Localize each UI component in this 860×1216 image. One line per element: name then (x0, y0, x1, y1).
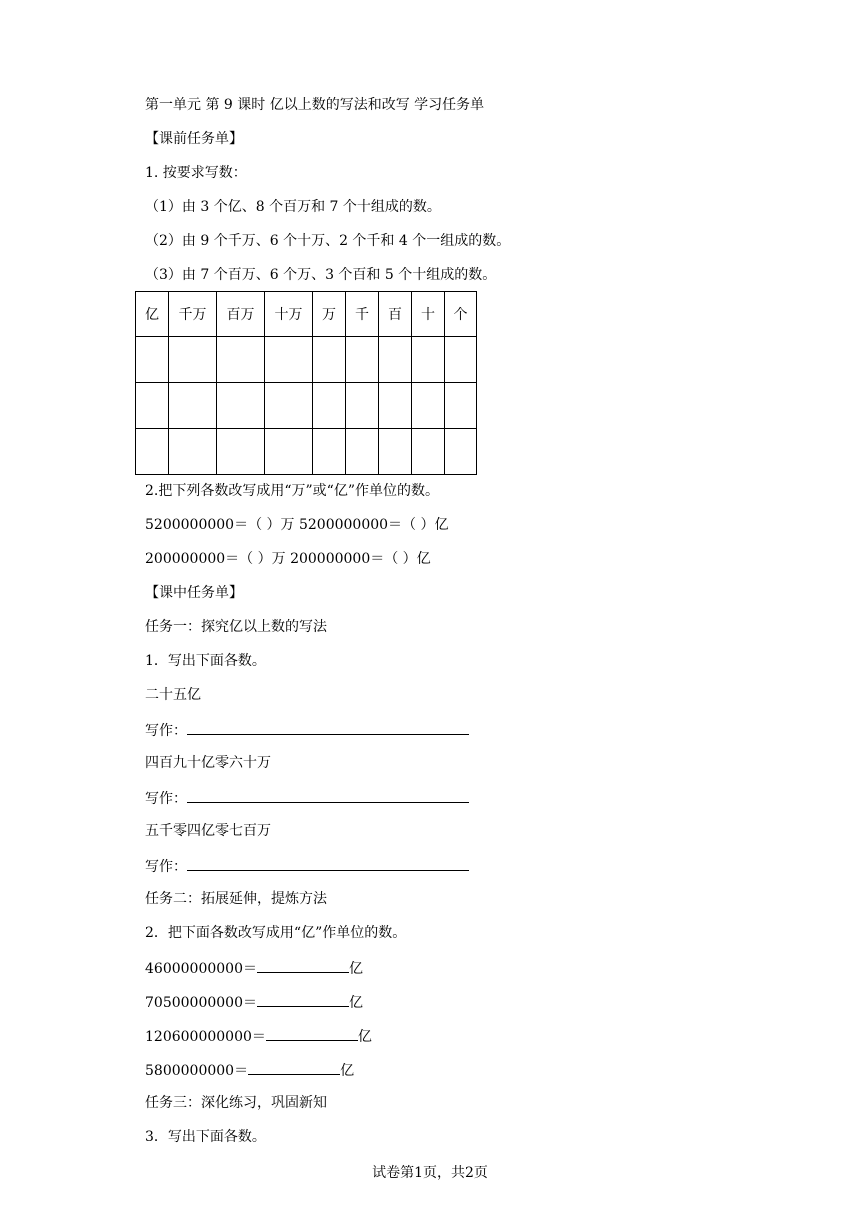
task-1-answer-1 (145, 720, 469, 740)
answer-cell[interactable] (265, 429, 313, 475)
task-3-title: 任务三：深化练习，巩固新知 (145, 1095, 327, 1111)
task-2-title: 任务二：拓展延伸，提炼方法 (145, 891, 327, 907)
answer-blank[interactable] (187, 788, 469, 803)
answer-cell[interactable] (217, 337, 265, 383)
question-1-item-3: （3）由 7 个百万、6 个万、3 个百和 5 个十组成的数。 (145, 267, 497, 283)
answer-cell[interactable] (136, 383, 169, 429)
pre-section-heading: 【课前任务单】 (145, 131, 243, 147)
task-2-item-4 (145, 1060, 354, 1080)
task-1-word-3: 五千零四亿零七百万 (145, 823, 271, 839)
answer-cell[interactable] (217, 429, 265, 475)
question-1-item-1: （1）由 3 个亿、8 个百万和 7 个十组成的数。 (145, 199, 441, 215)
answer-blank[interactable] (187, 720, 469, 735)
question-2-prompt: 2.把下列各数改写成用“万”或“亿”作单位的数。 (145, 483, 439, 499)
unit-text: 亿 (340, 1063, 355, 1079)
answer-cell[interactable] (412, 383, 445, 429)
header-cell: 亿 (136, 292, 169, 337)
answer-cell[interactable] (313, 429, 346, 475)
answer-cell[interactable] (346, 383, 379, 429)
write-label: 写作： (145, 791, 187, 807)
unit-text: 亿 (348, 961, 363, 977)
task-2-item-1 (145, 958, 363, 978)
task-1-prompt: 1．写出下面各数。 (145, 653, 266, 669)
write-label: 写作： (145, 723, 187, 739)
number-text: 5800000000＝ (145, 1063, 249, 1079)
answer-cell[interactable] (265, 337, 313, 383)
page-title: 第一单元 第 9 课时 亿以上数的写法和改写 学习任务单 (145, 97, 485, 113)
answer-cell[interactable] (379, 337, 412, 383)
answer-cell[interactable] (346, 337, 379, 383)
task-1-answer-2 (145, 788, 469, 808)
answer-blank[interactable] (257, 992, 349, 1007)
answer-cell[interactable] (346, 429, 379, 475)
question-2-line-2: 200000000＝（ ）万 200000000＝（ ）亿 (145, 551, 431, 567)
task-1-title: 任务一：探究亿以上数的写法 (145, 619, 327, 635)
answer-row-1[interactable] (136, 337, 477, 383)
answer-row-3[interactable] (136, 429, 477, 475)
answer-cell[interactable] (169, 383, 217, 429)
answer-cell[interactable] (136, 429, 169, 475)
mid-section-heading: 【课中任务单】 (145, 585, 243, 601)
answer-blank[interactable] (266, 1026, 358, 1041)
number-text: 70500000000＝ (145, 995, 257, 1011)
page-footer: 试卷第1页，共2页 (372, 1165, 488, 1181)
answer-cell[interactable] (169, 337, 217, 383)
answer-cell[interactable] (412, 429, 445, 475)
header-cell: 十万 (265, 292, 313, 337)
task-3-prompt: 3．写出下面各数。 (145, 1129, 266, 1145)
answer-cell[interactable] (379, 383, 412, 429)
answer-cell[interactable] (445, 337, 477, 383)
answer-blank[interactable] (248, 1060, 340, 1075)
answer-cell[interactable] (379, 429, 412, 475)
answer-row-2[interactable] (136, 383, 477, 429)
header-cell: 万 (313, 292, 346, 337)
place-value-header-row (136, 292, 477, 337)
unit-text: 亿 (357, 1029, 372, 1045)
write-label: 写作： (145, 859, 187, 875)
answer-cell[interactable] (313, 337, 346, 383)
task-2-prompt: 2．把下面各数改写成用“亿”作单位的数。 (145, 925, 407, 941)
question-1-item-2: （2）由 9 个千万、6 个十万、2 个千和 4 个一组成的数。 (145, 233, 511, 249)
unit-text: 亿 (348, 995, 363, 1011)
answer-cell[interactable] (265, 383, 313, 429)
answer-cell[interactable] (445, 429, 477, 475)
task-1-answer-3 (145, 856, 469, 876)
answer-cell[interactable] (412, 337, 445, 383)
answer-cell[interactable] (313, 383, 346, 429)
answer-cell[interactable] (217, 383, 265, 429)
answer-blank[interactable] (187, 856, 469, 871)
task-2-item-2 (145, 992, 363, 1012)
number-text: 120600000000＝ (145, 1029, 266, 1045)
answer-cell[interactable] (136, 337, 169, 383)
header-cell: 个 (445, 292, 477, 337)
header-cell: 十 (412, 292, 445, 337)
place-value-table (135, 291, 477, 475)
question-2-line-1: 5200000000＝（ ）万 5200000000＝（ ）亿 (145, 517, 449, 533)
header-cell: 百万 (217, 292, 265, 337)
number-text: 46000000000＝ (145, 961, 257, 977)
header-cell: 百 (379, 292, 412, 337)
answer-cell[interactable] (169, 429, 217, 475)
question-1-prompt: 1. 按要求写数： (145, 165, 247, 181)
task-1-word-2: 四百九十亿零六十万 (145, 755, 271, 771)
answer-cell[interactable] (445, 383, 477, 429)
header-cell: 千万 (169, 292, 217, 337)
header-cell: 千 (346, 292, 379, 337)
task-1-word-1: 二十五亿 (145, 687, 201, 703)
task-2-item-3 (145, 1026, 372, 1046)
answer-blank[interactable] (257, 958, 349, 973)
